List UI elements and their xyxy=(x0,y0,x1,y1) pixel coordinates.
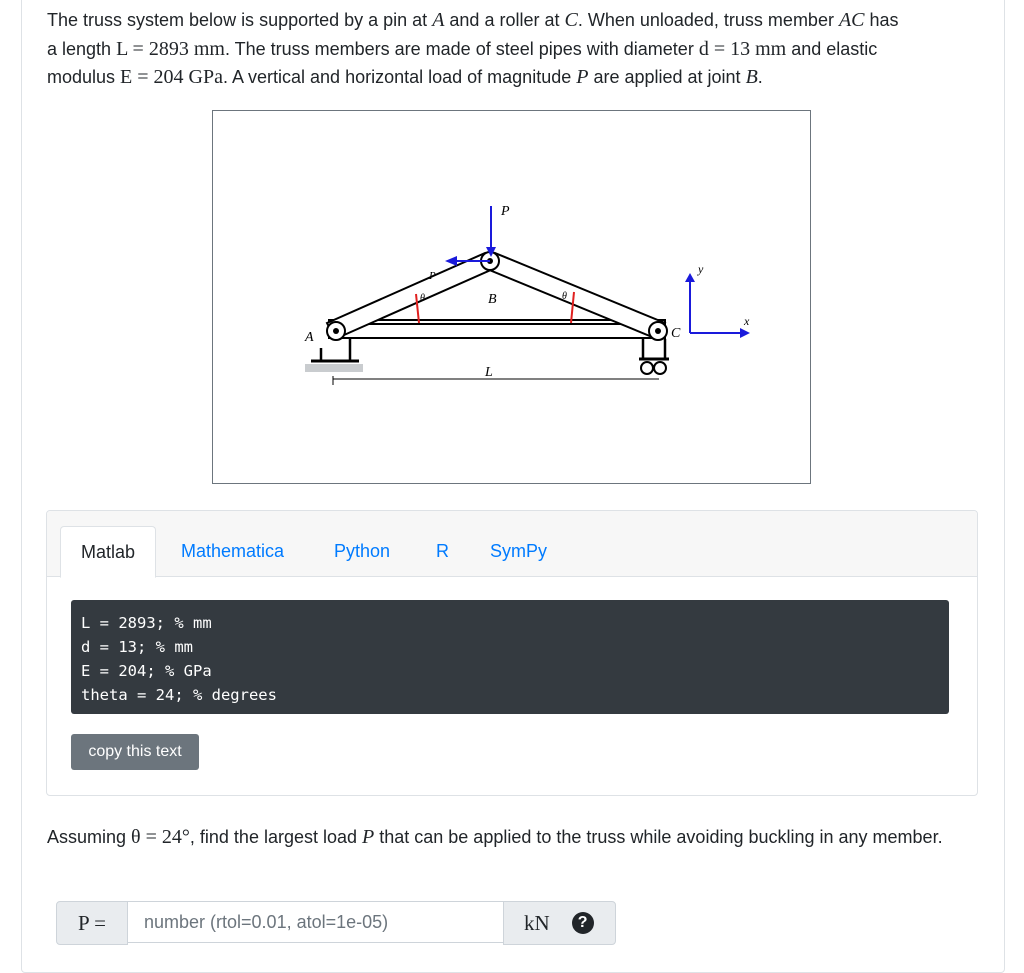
problem-statement: The truss system below is supported by a pin at A and a roller at C. When unloaded, truss member AC has a length L = 2893 mm. The truss members are made of steel pipes with diameter d = 13 mm and elastic modulus E = 204 GPa. A vertical and horizontal load of magnitude P are applied at joint B. xyxy=(47,9,899,88)
tab-r[interactable]: R xyxy=(436,541,449,561)
code-block xyxy=(71,600,949,714)
tabs-header xyxy=(47,511,977,577)
joint-A-pin xyxy=(333,328,339,334)
label-B: B xyxy=(488,292,497,307)
y-axis-arrow-head xyxy=(685,273,695,282)
label-P-horizontal: P xyxy=(429,270,436,282)
copy-text-button[interactable]: copy this text xyxy=(71,734,199,770)
code-line: theta = 24; % degrees xyxy=(81,686,277,704)
question-circle-icon[interactable]: ? xyxy=(572,912,594,934)
answer-input-group xyxy=(56,901,616,945)
label-P-vertical: P xyxy=(501,204,510,219)
joint-C-pin xyxy=(655,328,661,334)
roller-wheel-2 xyxy=(654,362,666,374)
code-line: L = 2893; % mm xyxy=(81,614,212,632)
label-x: x xyxy=(744,314,750,328)
load-arrow-horizontal-head xyxy=(445,256,457,266)
question-prompt: Assuming θ = 24°, find the largest load P that can be applied to the truss while avoiding buckling in any member. xyxy=(47,826,943,848)
truss-diagram xyxy=(213,111,810,483)
code-line: E = 204; % GPa xyxy=(81,662,212,680)
member-AC xyxy=(329,320,665,338)
ground-hatch-left xyxy=(305,364,363,372)
x-axis-arrow-head xyxy=(740,328,750,338)
tab-python[interactable]: Python xyxy=(334,541,391,561)
tab-matlab[interactable]: Matlab xyxy=(60,526,156,578)
unit-label: kN xyxy=(524,910,550,935)
label-L: L xyxy=(485,365,493,380)
label-y: y xyxy=(698,262,704,276)
label-C: C xyxy=(671,326,681,341)
label-A: A xyxy=(305,330,314,345)
answer-input[interactable] xyxy=(128,901,503,943)
code-line: d = 13; % mm xyxy=(81,638,193,656)
answer-variable-label: P = xyxy=(56,901,128,945)
label-theta-left: θ xyxy=(420,293,425,304)
tab-mathematica[interactable]: Mathematica xyxy=(181,541,285,561)
truss-figure xyxy=(212,110,811,484)
code-tabs-card xyxy=(46,510,978,796)
answer-unit-addon xyxy=(503,901,616,945)
label-theta-right: θ xyxy=(562,291,567,302)
roller-wheel-1 xyxy=(641,362,653,374)
tab-sympy[interactable]: SymPy xyxy=(490,541,548,561)
